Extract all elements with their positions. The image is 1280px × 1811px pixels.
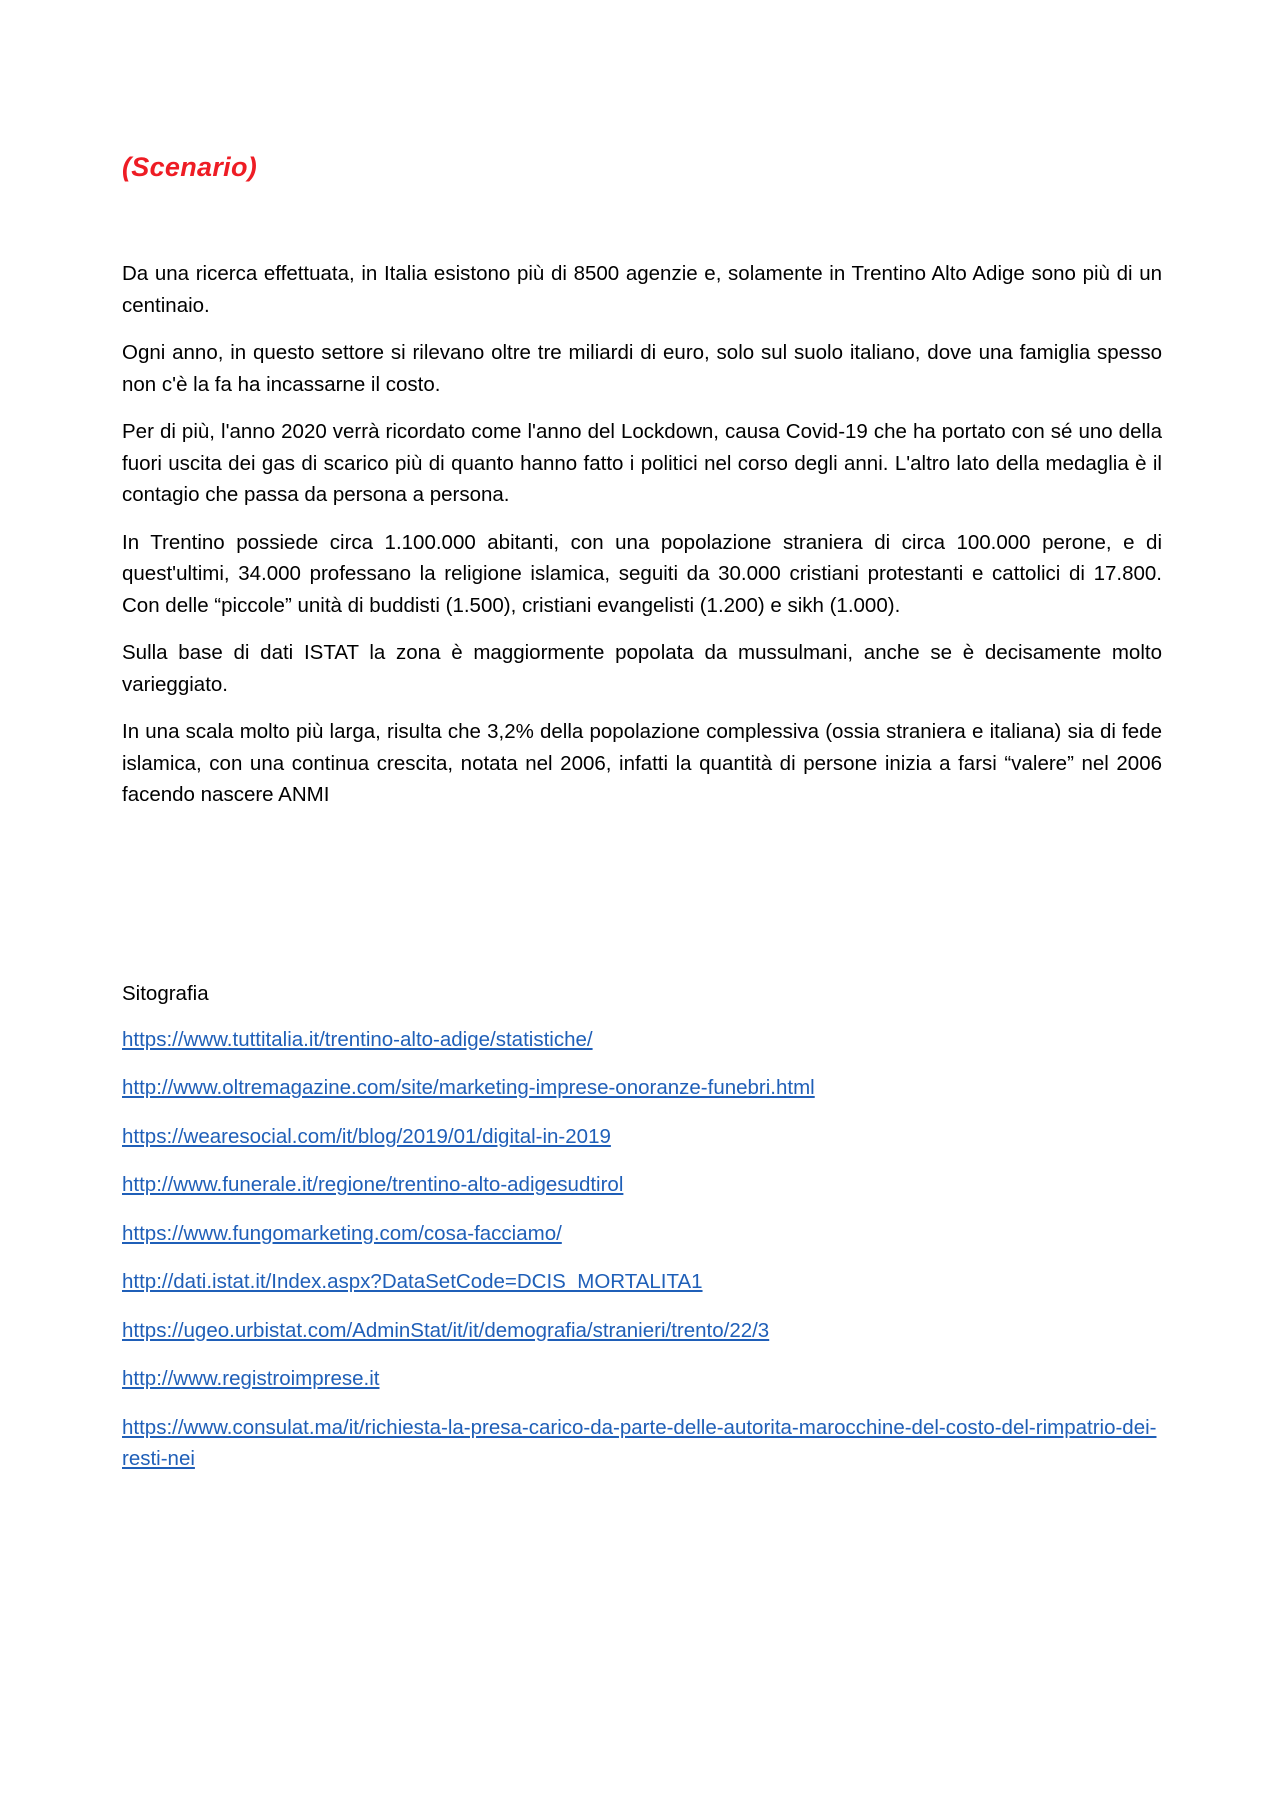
list-item [122, 1024, 1162, 1056]
paragraph-lockdown: Per di più, l'anno 2020 verrà ricordato come l'anno del Lockdown, causa Covid-19 che ha portato con sé uno della fuori uscita dei gas di scarico più di quanto hanno fatto i politici nel corso degli anni. L'altro lato della medaglia è il contagio che passa da persona a persona. [122, 420, 1162, 506]
list-item [122, 1412, 1162, 1475]
link-istat[interactable]: http://dati.istat.it/Index.aspx?DataSetCode=DCIS_MORTALITA1 [122, 1270, 703, 1293]
sitografia-section [122, 978, 1162, 1492]
link-tuttitalia[interactable]: https://www.tuttitalia.it/trentino-alto-adige/statistiche/ [122, 1027, 593, 1051]
link-consulat[interactable]: https://www.consulat.ma/it/richiesta-la-presa-carico-da-parte-delle-autorita-marocchine-del-costo-del-rimpatrio-dei-resti-nei [122, 1415, 1157, 1470]
link-fungomarketing[interactable]: https://www.fungomarketing.com/cosa-facciamo/ [122, 1221, 562, 1245]
paragraph-istat: Sulla base di dati ISTAT la zona è maggiormente popolata da mussulmani, anche se è decisamente molto varieggiato. [122, 641, 1162, 696]
link-funerale[interactable]: http://www.funerale.it/regione/trentino-alto-adigesudtirol [122, 1173, 624, 1196]
list-item [122, 1266, 1162, 1298]
document-body [122, 258, 1162, 827]
paragraph-population: In Trentino possiede circa 1.100.000 abitanti, con una popolazione straniera di circa 100.000 perone, e di quest'ultimi, 34.000 professano la religione islamica, seguiti da 30.000 cristiani protestanti e cattolici di 17.800. Con delle “piccole” unità di buddisti (1.500), cristiani evangelisti (1.200) e sikh (1.000). [122, 530, 1162, 617]
list-item [122, 1315, 1162, 1347]
list-item [122, 1218, 1162, 1250]
paragraph-islamic-faith: In una scala molto più larga, risulta che 3,2% della popolazione complessiva (ossia straniera e italiana) sia di fede islamica, con una continua crescita, notata nel 2006, infatti la quantità di persone inizia a farsi “valere” nel 2006 facendo nascere ANMI [122, 720, 1162, 806]
link-oltremagazine[interactable]: http://www.oltremagazine.com/site/marketing-imprese-onoranze-funebri.html [122, 1076, 815, 1099]
sitografia-title: Sitografia [122, 982, 209, 1005]
page-title: (Scenario) [122, 152, 258, 182]
paragraph-market: Ogni anno, in questo settore si rilevano oltre tre miliardi di euro, solo sul suolo italiano, dove una famiglia spesso non c'è la fa ha incassarne il costo. [122, 341, 1162, 396]
link-wearesocial[interactable]: https://wearesocial.com/it/blog/2019/01/digital-in-2019 [122, 1124, 611, 1148]
list-item [122, 1363, 1162, 1395]
link-registroimprese[interactable]: http://www.registroimprese.it [122, 1367, 380, 1390]
sitografia-list [122, 1024, 1162, 1475]
list-item [122, 1169, 1162, 1201]
list-item [122, 1121, 1162, 1153]
paragraph-agencies: Da una ricerca effettuata, in Italia esistono più di 8500 agenzie e, solamente in Trentino Alto Adige sono più di un centinaio. [122, 262, 1162, 317]
list-item [122, 1072, 1162, 1104]
link-urbistat[interactable]: https://ugeo.urbistat.com/AdminStat/it/it/demografia/stranieri/trento/22/3 [122, 1318, 770, 1342]
